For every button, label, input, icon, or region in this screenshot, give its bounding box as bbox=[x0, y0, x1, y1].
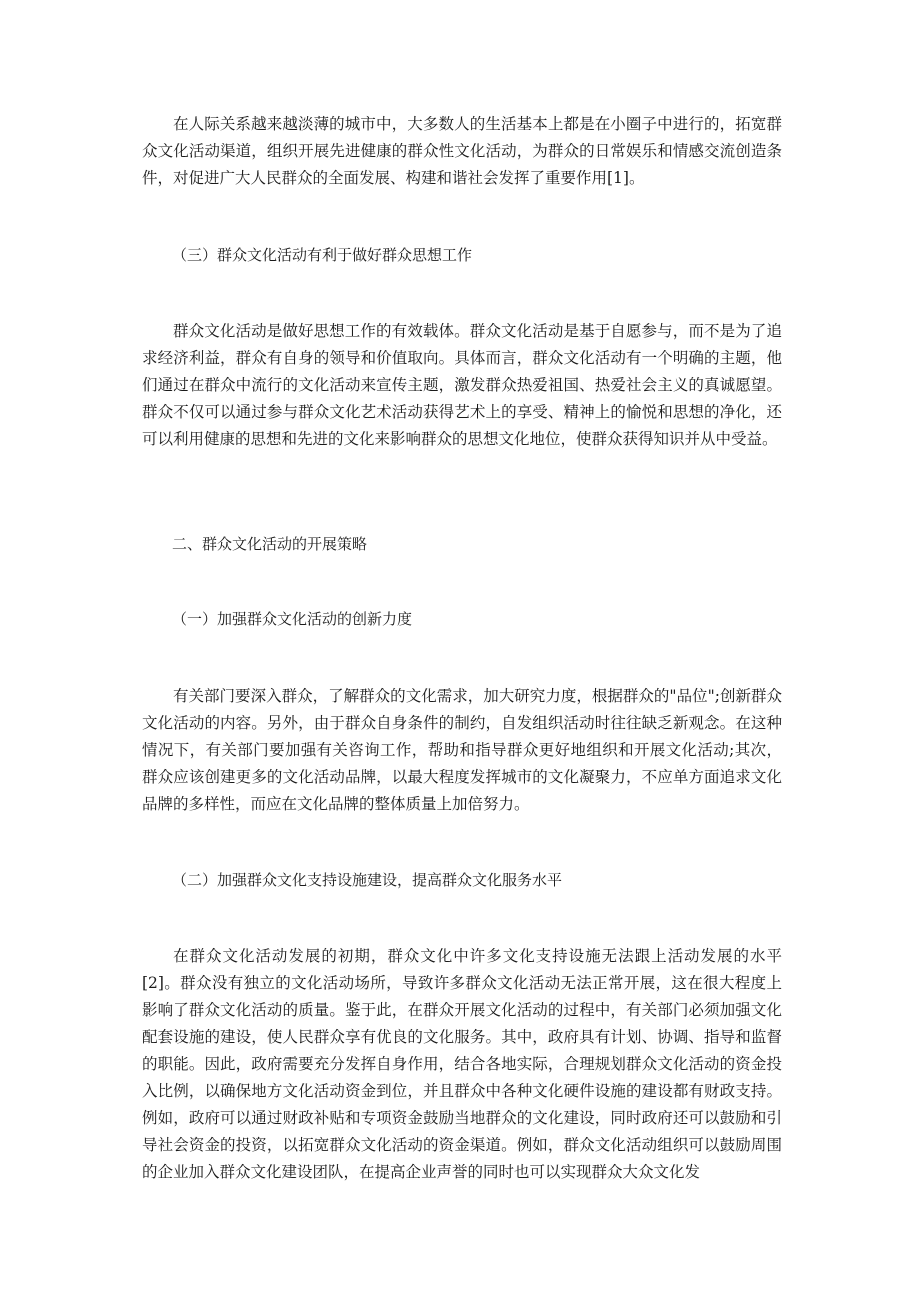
section-heading-strategies: 二、群众文化活动的开展策略 bbox=[172, 535, 368, 553]
paragraph-intro bbox=[142, 111, 782, 192]
paragraph-innovation bbox=[142, 683, 782, 818]
paragraph-ideology bbox=[142, 318, 782, 453]
subheading-three: （三）群众文化活动有利于做好群众思想工作 bbox=[172, 246, 473, 264]
paragraph-text: 有关部门要深入群众，了解群众的文化需求，加大研究力度，根据群众的"品位";创新群众文化活动的内容。另外，由于群众自身条件的制约，自发组织活动时往往缺乏新观念。在这种情况下，有关部门要加强有关咨询工作，帮助和指导群众更好地组织和开展文化活动;其次，群众应该创建更多的文化活动品牌，以最大程度发挥城市的文化凝聚力，不应单方面追求文化品牌的多样性，而应在文化品牌的整体质量上加倍努力。 bbox=[142, 687, 782, 813]
paragraph-text: 群众文化活动是做好思想工作的有效载体。群众文化活动是基于自愿参与，而不是为了追求经济利益，群众有自身的领导和价值取向。具体而言，群众文化活动有一个明确的主题，他们通过在群众中流行的文化活动来宣传主题，激发群众热爱祖国、热爱社会主义的真诚愿望。群众不仅可以通过参与群众文化艺术活动获得艺术上的享受、精神上的愉悦和思想的净化，还可以利用健康的思想和先进的文化来影响群众的思想文化地位，使群众获得知识并从中受益。 bbox=[142, 322, 782, 448]
subheading-one: （一）加强群众文化活动的创新力度 bbox=[172, 610, 413, 628]
paragraph-facilities bbox=[142, 943, 782, 1186]
paragraph-text: 在群众文化活动发展的初期，群众文化中许多文化支持设施无法跟上活动发展的水平[2]。群众没有独立的文化活动场所，导致许多群众文化活动无法正常开展，这在很大程度上影响了群众文化活动的质量。鉴于此，在群众开展文化活动的过程中，有关部门必须加强文化配套设施的建设，使人民群众享有优良的文化服务。其中，政府具有计划、协调、指导和监督的职能。因此，政府需要充分发挥自身作用，结合各地实际，合理规划群众文化活动的资金投入比例，以确保地方文化活动资金到位，并且群众中各种文化硬件设施的建设都有财政支持。例如，政府可以通过财政补贴和专项资金鼓励当地群众的文化建设，同时政府还可以鼓励和引导社会资金的投资，以拓宽群众文化活动的资金渠道。例如，群众文化活动组织可以鼓励周围的企业加入群众文化建设团队，在提高企业声誉的同时也可以实现群众大众文化发 bbox=[142, 947, 782, 1181]
paragraph-text: 在人际关系越来越淡薄的城市中，大多数人的生活基本上都是在小圈子中进行的，拓宽群众文化活动渠道，组织开展先进健康的群众性文化活动，为群众的日常娱乐和情感交流创造条件，对促进广大人民群众的全面发展、构建和谐社会发挥了重要作用[1]。 bbox=[142, 115, 782, 187]
subheading-two: （二）加强群众文化支持设施建设，提高群众文化服务水平 bbox=[172, 871, 563, 889]
